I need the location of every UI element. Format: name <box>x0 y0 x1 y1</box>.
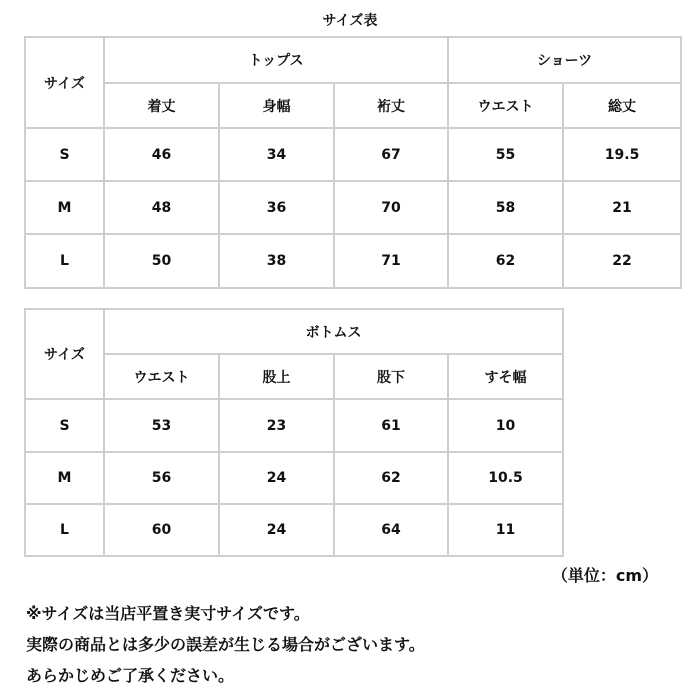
column-header: 着丈 <box>104 83 219 128</box>
column-header: 総丈 <box>563 83 681 128</box>
value-cell: 62 <box>448 234 563 288</box>
unit-label: （単位：cm） <box>551 566 658 585</box>
value-cell: 55 <box>448 128 563 181</box>
column-header: ウエスト <box>448 83 563 128</box>
value-cell: 19.5 <box>563 128 681 181</box>
column-header: すそ幅 <box>448 354 563 399</box>
value-cell: 61 <box>334 399 448 452</box>
table-row <box>25 399 563 452</box>
value-cell: 67 <box>334 128 448 181</box>
size-cell: L <box>25 504 104 556</box>
value-cell: 34 <box>219 128 334 181</box>
value-cell: 22 <box>563 234 681 288</box>
value-cell: 10.5 <box>448 452 563 504</box>
value-cell: 21 <box>563 181 681 234</box>
value-cell: 23 <box>219 399 334 452</box>
value-cell: 24 <box>219 504 334 556</box>
size-header: サイズ <box>25 309 104 399</box>
group-header-shorts: ショーツ <box>448 37 681 83</box>
value-cell: 24 <box>219 452 334 504</box>
value-cell: 38 <box>219 234 334 288</box>
value-cell: 56 <box>104 452 219 504</box>
value-cell: 48 <box>104 181 219 234</box>
table-row <box>25 452 563 504</box>
value-cell: 46 <box>104 128 219 181</box>
table-row <box>25 181 681 234</box>
table-row <box>25 234 681 288</box>
column-header: 身幅 <box>219 83 334 128</box>
size-cell: S <box>25 128 104 181</box>
value-cell: 60 <box>104 504 219 556</box>
page-title: サイズ表 <box>322 13 378 29</box>
size-cell: M <box>25 181 104 234</box>
group-header-tops: トップス <box>104 37 448 83</box>
size-cell: L <box>25 234 104 288</box>
column-header: 裄丈 <box>334 83 448 128</box>
table-row <box>25 128 681 181</box>
size-cell: S <box>25 399 104 452</box>
value-cell: 11 <box>448 504 563 556</box>
note-line: あらかじめご了承ください。 <box>26 666 235 685</box>
note-line: 実際の商品とは多少の誤差が生じる場合がございます。 <box>26 635 425 654</box>
value-cell: 62 <box>334 452 448 504</box>
value-cell: 64 <box>334 504 448 556</box>
value-cell: 58 <box>448 181 563 234</box>
value-cell: 53 <box>104 399 219 452</box>
note-line: ※サイズは当店平置き実寸サイズです。 <box>26 604 310 623</box>
size-table-bottoms <box>24 308 564 557</box>
value-cell: 10 <box>448 399 563 452</box>
value-cell: 36 <box>219 181 334 234</box>
column-header: 股下 <box>334 354 448 399</box>
group-header-bottoms: ボトムス <box>104 309 563 354</box>
value-cell: 70 <box>334 181 448 234</box>
value-cell: 50 <box>104 234 219 288</box>
column-header: 股上 <box>219 354 334 399</box>
notes <box>26 598 425 691</box>
value-cell: 71 <box>334 234 448 288</box>
size-cell: M <box>25 452 104 504</box>
column-header: ウエスト <box>104 354 219 399</box>
size-header: サイズ <box>25 37 104 128</box>
size-table-tops-shorts <box>24 36 682 289</box>
table-row <box>25 504 563 556</box>
